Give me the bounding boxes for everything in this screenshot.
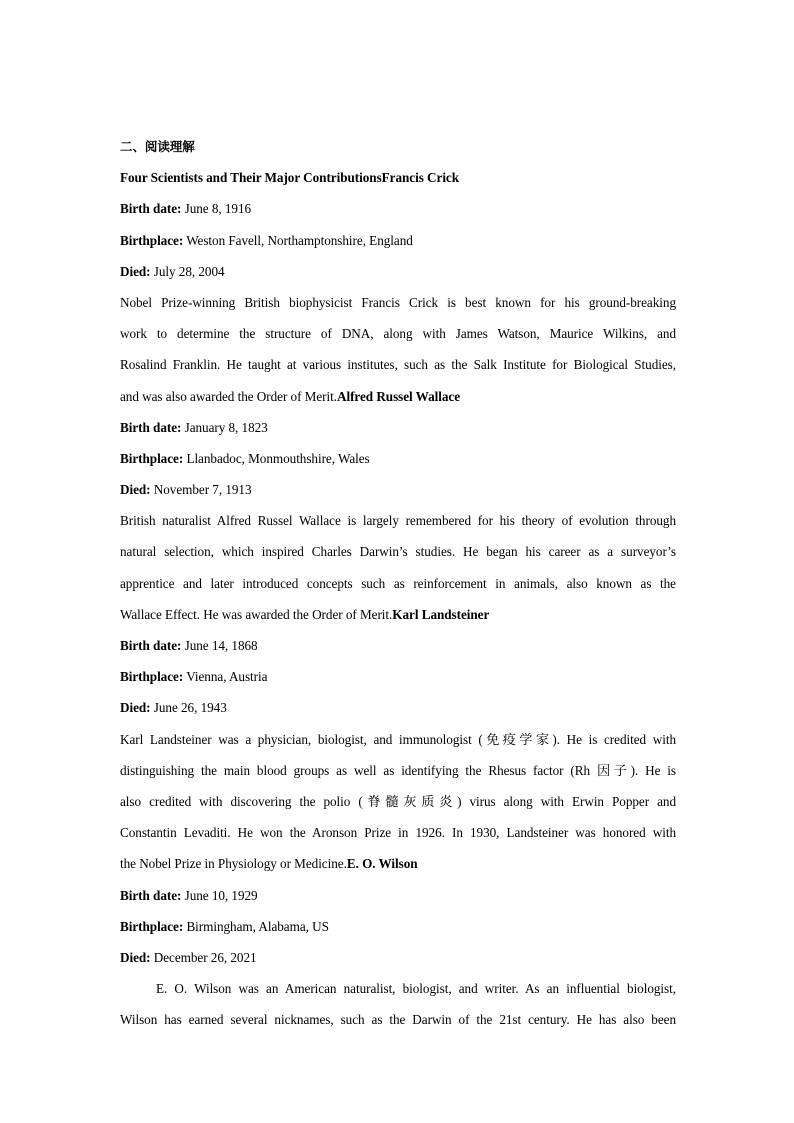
died-row bbox=[120, 697, 676, 728]
died-value: November 7, 1913 bbox=[153, 482, 252, 498]
bio-line: apprentice and later introduced concepts such as reinforcement in animals, also known as the bbox=[120, 575, 676, 591]
birthplace-value: Vienna, Austria bbox=[186, 669, 268, 685]
birthplace-value: Weston Favell, Northamptonshire, England bbox=[186, 232, 413, 248]
bio-line: also credited with discovering the polio (脊髓灰质炎) virus along with Erwin Popper and bbox=[120, 793, 676, 809]
article-title: Four Scientists and Their Major Contributions bbox=[120, 170, 382, 186]
died-row bbox=[120, 479, 676, 510]
bio-line: the Nobel Prize in Physiology or Medicine. bbox=[120, 856, 347, 872]
birth-date-row bbox=[120, 635, 676, 666]
died-label: Died: bbox=[120, 949, 151, 965]
bio-line: Karl Landsteiner was a physician, biologist, and immunologist (免疫学家). He is credited with bbox=[120, 731, 676, 747]
birthplace-label: Birthplace: bbox=[120, 918, 184, 934]
birthplace-row bbox=[120, 916, 676, 947]
scientist-name-2: Karl Landsteiner bbox=[392, 606, 490, 622]
bio-line: natural selection, which inspired Charles Darwin’s studies. He began his career as a surveyor’s bbox=[120, 544, 676, 560]
birth-date-row bbox=[120, 885, 676, 916]
died-row bbox=[120, 947, 676, 978]
bio-line: Nobel Prize-winning British biophysicist Francis Crick is best known for his ground-breaking bbox=[120, 294, 676, 310]
birthplace-row bbox=[120, 230, 676, 261]
died-row bbox=[120, 261, 676, 292]
document-page bbox=[120, 136, 676, 1040]
birth-date-value: June 14, 1868 bbox=[184, 638, 258, 653]
bio-line-with-next-name bbox=[120, 853, 676, 884]
birth-date-row bbox=[120, 417, 676, 448]
died-value: July 28, 2004 bbox=[153, 263, 225, 279]
bio-line-with-next-name bbox=[120, 604, 676, 635]
bio-line: Wilson has earned several nicknames, such as the Darwin of the 21st century. He has also been bbox=[120, 1012, 676, 1028]
bio-line: E. O. Wilson was an American naturalist, biologist, and writer. As an influential biologist, bbox=[156, 981, 676, 997]
bio-line: distinguishing the main blood groups as well as identifying the Rhesus factor (Rh 因子). He is bbox=[120, 762, 676, 778]
birthplace-label: Birthplace: bbox=[120, 232, 184, 248]
scientist-name-3: E. O. Wilson bbox=[346, 856, 418, 872]
article-title-line bbox=[120, 167, 676, 198]
scientist-name-1: Alfred Russel Wallace bbox=[336, 388, 460, 404]
bio-line: and was also awarded the Order of Merit. bbox=[120, 388, 337, 404]
died-label: Died: bbox=[120, 482, 151, 498]
birth-date-value: June 10, 1929 bbox=[184, 887, 258, 903]
bio-line: Constantin Levaditi. He won the Aronson Prize in 1926. In 1930, Landsteiner was honored with bbox=[120, 825, 676, 841]
bio-line: work to determine the structure of DNA, along with James Watson, Maurice Wilkins, and bbox=[120, 326, 676, 342]
birth-date-label: Birth date: bbox=[120, 887, 182, 903]
died-value: December 26, 2021 bbox=[153, 949, 257, 965]
bio-line: Wallace Effect. He was awarded the Order of Merit. bbox=[120, 606, 393, 622]
died-value: June 26, 1943 bbox=[153, 700, 227, 716]
birthplace-row bbox=[120, 448, 676, 479]
bio-line-with-next-name bbox=[120, 386, 676, 417]
bio-line: Rosalind Franklin. He taught at various institutes, such as the Salk Institute for Biological Studies, bbox=[120, 357, 676, 373]
birth-date-label: Birth date: bbox=[120, 201, 182, 217]
scientist-name-0: Francis Crick bbox=[381, 170, 460, 186]
birthplace-row bbox=[120, 666, 676, 697]
birth-date-value: June 8, 1916 bbox=[184, 201, 252, 217]
birthplace-value: Birmingham, Alabama, US bbox=[186, 918, 329, 934]
birth-date-label: Birth date: bbox=[120, 638, 182, 653]
birth-date-label: Birth date: bbox=[120, 419, 182, 435]
birth-date-row bbox=[120, 198, 676, 229]
birthplace-label: Birthplace: bbox=[120, 450, 184, 466]
birthplace-label: Birthplace: bbox=[120, 669, 184, 685]
died-label: Died: bbox=[120, 263, 151, 279]
died-label: Died: bbox=[120, 700, 151, 716]
birth-date-value: January 8, 1823 bbox=[184, 419, 268, 435]
birthplace-value: Llanbadoc, Monmouthshire, Wales bbox=[186, 450, 370, 466]
bio-line: British naturalist Alfred Russel Wallace is largely remembered for his theory of evolution through bbox=[120, 513, 676, 529]
section-heading: 二、阅读理解 bbox=[120, 139, 195, 154]
